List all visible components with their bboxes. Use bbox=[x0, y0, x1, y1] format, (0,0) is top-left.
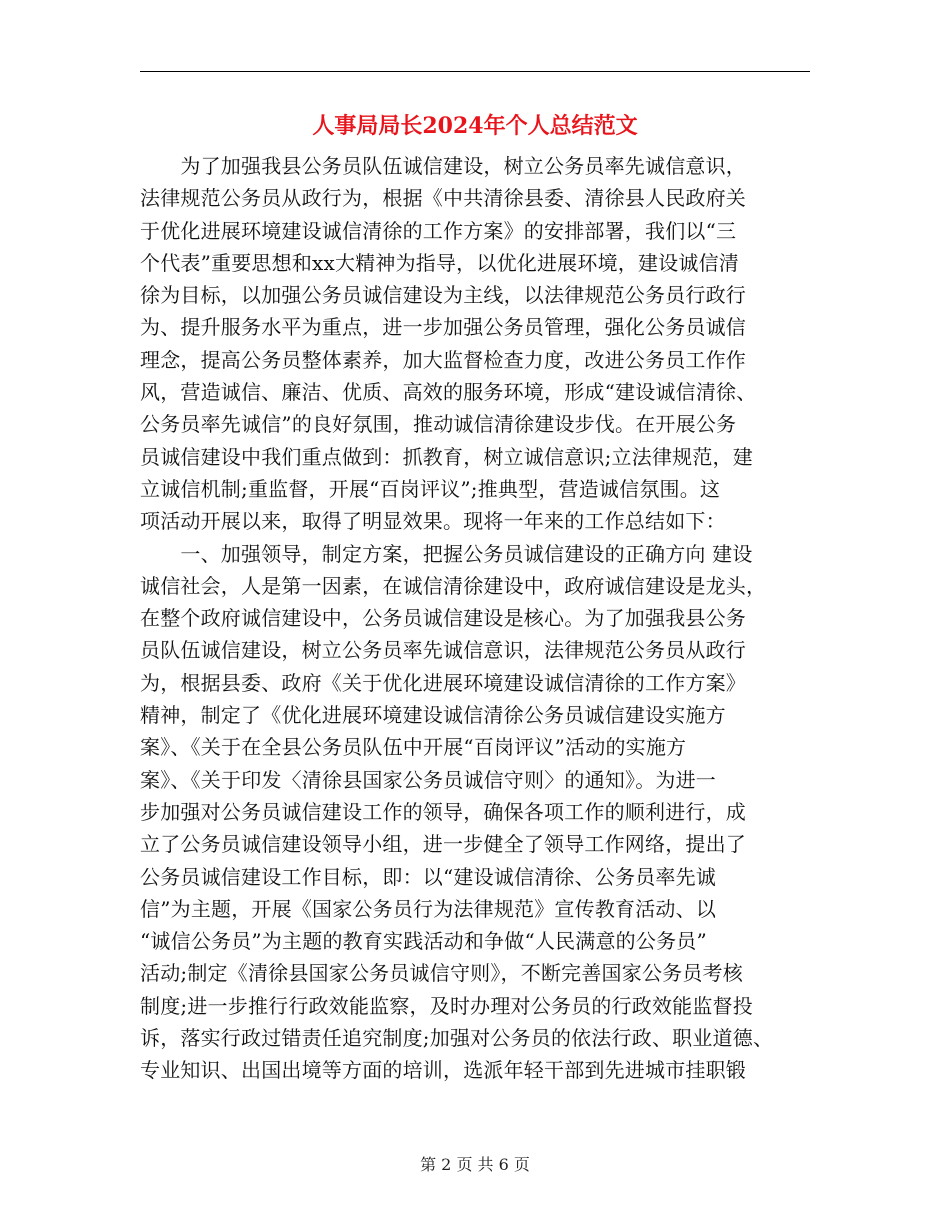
document-body bbox=[140, 150, 820, 1087]
text-line: 案》、《关于印发〈清徐县国家公务员诚信守则〉的通知》。为进一 bbox=[140, 767, 716, 792]
text-line: 诉，落实行政过错责任追究制度;加强对公务员的依法行政、职业道德、 bbox=[140, 1026, 774, 1051]
text-line: “诚信公务员”为主题的教育实践活动和争做“人民满意的公务员” bbox=[140, 929, 707, 954]
text-line: 为，根据县委、政府《关于优化进展环境建设诚信清徐的工作方案》 bbox=[140, 670, 746, 695]
text-line: 步加强对公务员诚信建设工作的领导，确保各项工作的顺利进行，成 bbox=[140, 799, 746, 824]
text-line: 专业知识、出国出境等方面的培训，选派年轻干部到先进城市挂职锻 bbox=[140, 1058, 746, 1083]
text-line: 立诚信机制;重监督，开展“百岗评议”;推典型，营造诚信氛围。这 bbox=[140, 476, 721, 501]
text-line: 诚信社会，人是第一因素，在诚信清徐建设中，政府诚信建设是龙头， bbox=[140, 573, 767, 598]
text-line: 在整个政府诚信建设中，公务员诚信建设是核心。为了加强我县公务 bbox=[140, 606, 746, 631]
text-line: 个代表”重要思想和xx大精神为指导，以优化进展环境，建设诚信清 bbox=[140, 250, 739, 275]
text-line: 为了加强我县公务员队伍诚信建设，树立公务员率先诚信意识， bbox=[140, 154, 746, 178]
text-line: 项活动开展以来，取得了明显效果。现将一年来的工作总结如下： bbox=[140, 509, 726, 534]
text-line: 理念，提高公务员整体素养，加大监督检查力度，改进公务员工作作 bbox=[140, 347, 746, 372]
document-title: 人事局局长2024年个人总结范文 bbox=[312, 113, 638, 139]
text-line: 法律规范公务员从政行为，根据《中共清徐县委、清徐县人民政府关 bbox=[140, 186, 746, 211]
text-line: 为、提升服务水平为重点，进一步加强公务员管理，强化公务员诚信 bbox=[140, 315, 746, 340]
page-number: 第 2 页 共 6 页 bbox=[420, 1155, 530, 1174]
text-line: 公务员诚信建设工作目标，即：以“建设诚信清徐、公务员率先诚 bbox=[140, 864, 717, 889]
text-line: 案》、《关于在全县公务员队伍中开展“百岗评议”活动的实施方 bbox=[140, 735, 687, 760]
text-line: 精神，制定了《优化进展环境建设诚信清徐公务员诚信建设实施方 bbox=[140, 703, 726, 728]
text-line: 活动;制定《清徐县国家公务员诚信守则》，不断完善国家公务员考核 bbox=[140, 961, 743, 986]
text-line: 信”为主题，开展《国家公务员行为法律规范》宣传教育活动、以 bbox=[140, 896, 717, 921]
text-line: 公务员率先诚信”的良好氛围，推动诚信清徐建设步伐。在开展公务 bbox=[140, 412, 737, 437]
text-line: 风，营造诚信、廉洁、优质、高效的服务环境，形成“建设诚信清徐、 bbox=[140, 380, 757, 405]
text-line: 于优化进展环境建设诚信清徐的工作方案》的安排部署，我们以“三 bbox=[140, 218, 737, 243]
text-line: 徐为目标，以加强公务员诚信建设为主线，以法律规范公务员行政行 bbox=[140, 283, 746, 308]
text-line: 员诚信建设中我们重点做到：抓教育，树立诚信意识;立法律规范，建 bbox=[140, 444, 753, 469]
text-line: 制度;进一步推行行政效能监察，及时办理对公务员的行政效能监督投 bbox=[140, 993, 753, 1018]
text-line: 立了公务员诚信建设领导小组，进一步健全了领导工作网络，提出了 bbox=[140, 832, 746, 857]
text-line: 一、加强领导，制定方案，把握公务员诚信建设的正确方向 建设 bbox=[140, 541, 753, 566]
header-rule bbox=[140, 71, 810, 72]
text-line: 员队伍诚信建设，树立公务员率先诚信意识，法律规范公务员从政行 bbox=[140, 638, 746, 663]
